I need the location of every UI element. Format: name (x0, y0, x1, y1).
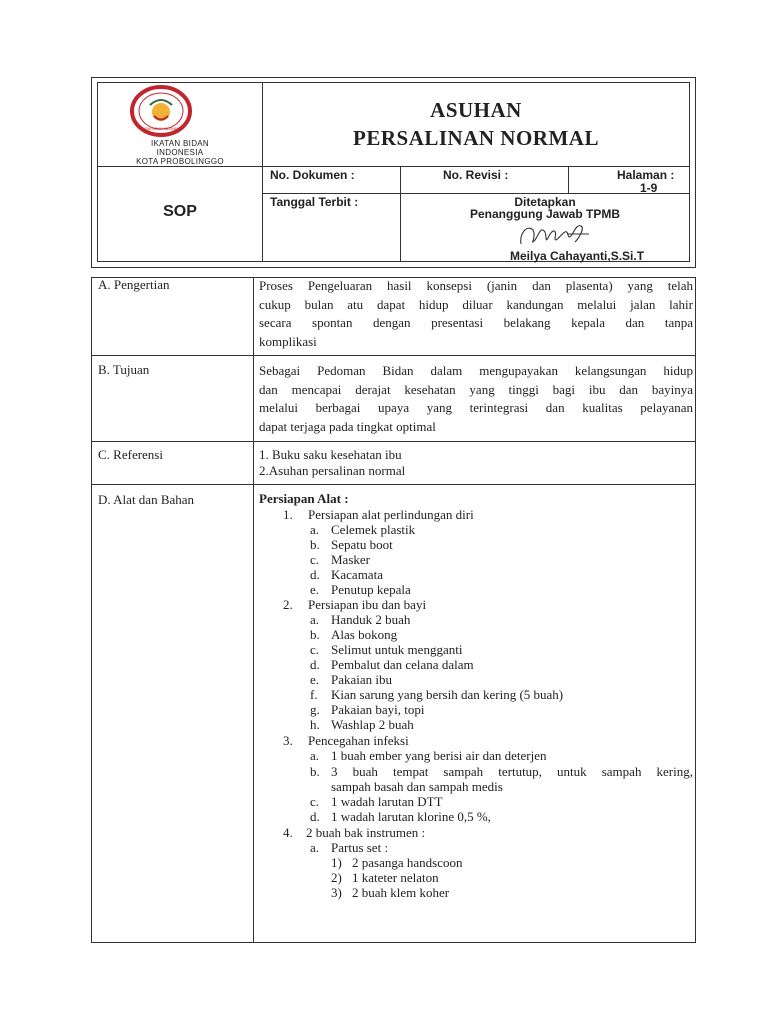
list-item: 3 buah tempat sampah tertutup, untuk sampah kering, (331, 764, 693, 779)
list-item: Selimut untuk mengganti (331, 642, 463, 657)
logo-text: IKATAN BIDAN INDONESIA (139, 127, 183, 131)
item-letter: c. (310, 794, 320, 809)
reference-item: 2.Asuhan persalinan normal (259, 463, 406, 478)
list-item: Handuk 2 buah (331, 612, 411, 627)
reference-item: 1. Buku saku kesehatan ibu (259, 447, 402, 462)
item-letter: a. (310, 612, 320, 627)
list-item: Penutup kepala (331, 582, 411, 597)
item-letter: h. (310, 717, 320, 732)
no-dokumen-label: No. Dokumen : (270, 168, 355, 182)
list-item: 1 wadah larutan klorine 0,5 %, (331, 809, 491, 824)
section-a-line: cukup bulan atu dapat hidup diluar kandungan melalui jalan lahir (259, 296, 693, 312)
list-item: Pakaian bayi, topi (331, 702, 425, 717)
signer-name: Meilya Cahayanti,S.Si.T (510, 249, 645, 263)
item-letter: e. (310, 672, 320, 687)
section-c-text (259, 447, 405, 479)
no-revisi-label: No. Revisi : (443, 168, 509, 182)
list-item: Kacamata (331, 567, 383, 582)
section-b-line: dapat terjaga pada tingkat optimal (259, 418, 436, 434)
section-a-text (259, 277, 693, 351)
item-letter: b. (310, 764, 320, 779)
item-letter: d. (310, 657, 320, 672)
group-title: Persiapan ibu dan bayi (308, 597, 427, 612)
list-item: Partus set : (331, 840, 389, 855)
subitem: 2 buah klem koher (352, 885, 450, 900)
item-letter: b. (310, 537, 320, 552)
subitem: 1 kateter nelaton (352, 870, 439, 885)
title-line-2: PERSALINAN NORMAL (353, 126, 599, 150)
section-a-line: Proses Pengeluaran hasil konsepsi (janin dan plasenta) yang telah (259, 278, 693, 293)
org-logo (130, 85, 192, 137)
sop-label: SOP (163, 203, 197, 220)
item-letter: c. (310, 552, 320, 567)
document-title (263, 96, 689, 152)
list-item-continuation: sampah basah dan sampah medis (331, 779, 503, 794)
group-number: 4. (283, 825, 293, 840)
tanggal-terbit-label: Tanggal Terbit : (270, 195, 359, 209)
section-b-line: dan mencapai derajat kesehatan yang tinggi bagi ibu dan bayinya (259, 381, 693, 397)
signature (515, 216, 595, 252)
halaman-value: 1-9 (640, 181, 658, 195)
section-b-text (259, 362, 693, 436)
section-d-label: D. Alat dan Bahan (98, 492, 195, 507)
item-letter: c. (310, 642, 320, 657)
item-letter: a. (310, 748, 320, 763)
title-line-1: ASUHAN (430, 98, 522, 122)
subitem-number: 1) (331, 855, 342, 870)
list-item: Celemek plastik (331, 522, 416, 537)
org-line-1: IKATAN BIDAN (151, 139, 209, 148)
item-letter: f. (310, 687, 318, 702)
section-a-label: A. Pengertian (98, 277, 170, 292)
list-item: Washlap 2 buah (331, 717, 414, 732)
item-letter: d. (310, 567, 320, 582)
section-b-line: melalui berbagai upaya yang terintegrasi dan kualitas pelayanan (259, 400, 693, 415)
group-title: Pencegahan infeksi (308, 733, 409, 748)
section-b-label: B. Tujuan (98, 362, 150, 377)
penanggung-label: Penanggung Jawab TPMB (469, 207, 620, 221)
list-item: 1 wadah larutan DTT (331, 794, 443, 809)
section-a-line: secara spontan dengan presentasi belakang kepala dan tanpa (259, 315, 693, 330)
list-item: Sepatu boot (331, 537, 393, 552)
org-line-2: INDONESIA (156, 148, 204, 157)
item-letter: b. (310, 627, 320, 642)
org-name (98, 139, 262, 166)
list-item: Alas bokong (331, 627, 398, 642)
group-number: 2. (283, 597, 293, 612)
section-b-line: Sebagai Pedoman Bidan dalam mengupayakan kelangsungan hidup (259, 363, 693, 378)
subitem: 2 pasanga handscoon (352, 855, 463, 870)
group-number: 3. (283, 733, 293, 748)
org-line-3: KOTA PROBOLINGGO (136, 157, 224, 166)
item-letter: d. (310, 809, 320, 824)
halaman-label: Halaman : (617, 168, 675, 182)
list-item: 1 buah ember yang berisi air dan deterjen (331, 748, 547, 763)
section-d-heading: Persiapan Alat : (259, 491, 349, 506)
group-title: Persiapan alat perlindungan diri (308, 507, 474, 522)
item-letter: e. (310, 582, 320, 597)
group-title: 2 buah bak instrumen : (306, 825, 426, 840)
item-letter: a. (310, 840, 320, 855)
section-c-label: C. Referensi (98, 447, 163, 462)
list-item: Kian sarung yang bersih dan kering (5 buah) (331, 687, 564, 702)
group-number: 1. (283, 507, 293, 522)
section-a-line: komplikasi (259, 333, 317, 349)
subitem-number: 2) (331, 870, 342, 885)
item-letter: g. (310, 702, 320, 717)
subitem-number: 3) (331, 885, 342, 900)
ditetapkan-label: Ditetapkan (514, 195, 576, 209)
list-item: Pakaian ibu (331, 672, 393, 687)
item-letter: a. (310, 522, 320, 537)
list-item: Masker (331, 552, 370, 567)
list-item: Pembalut dan celana dalam (331, 657, 474, 672)
